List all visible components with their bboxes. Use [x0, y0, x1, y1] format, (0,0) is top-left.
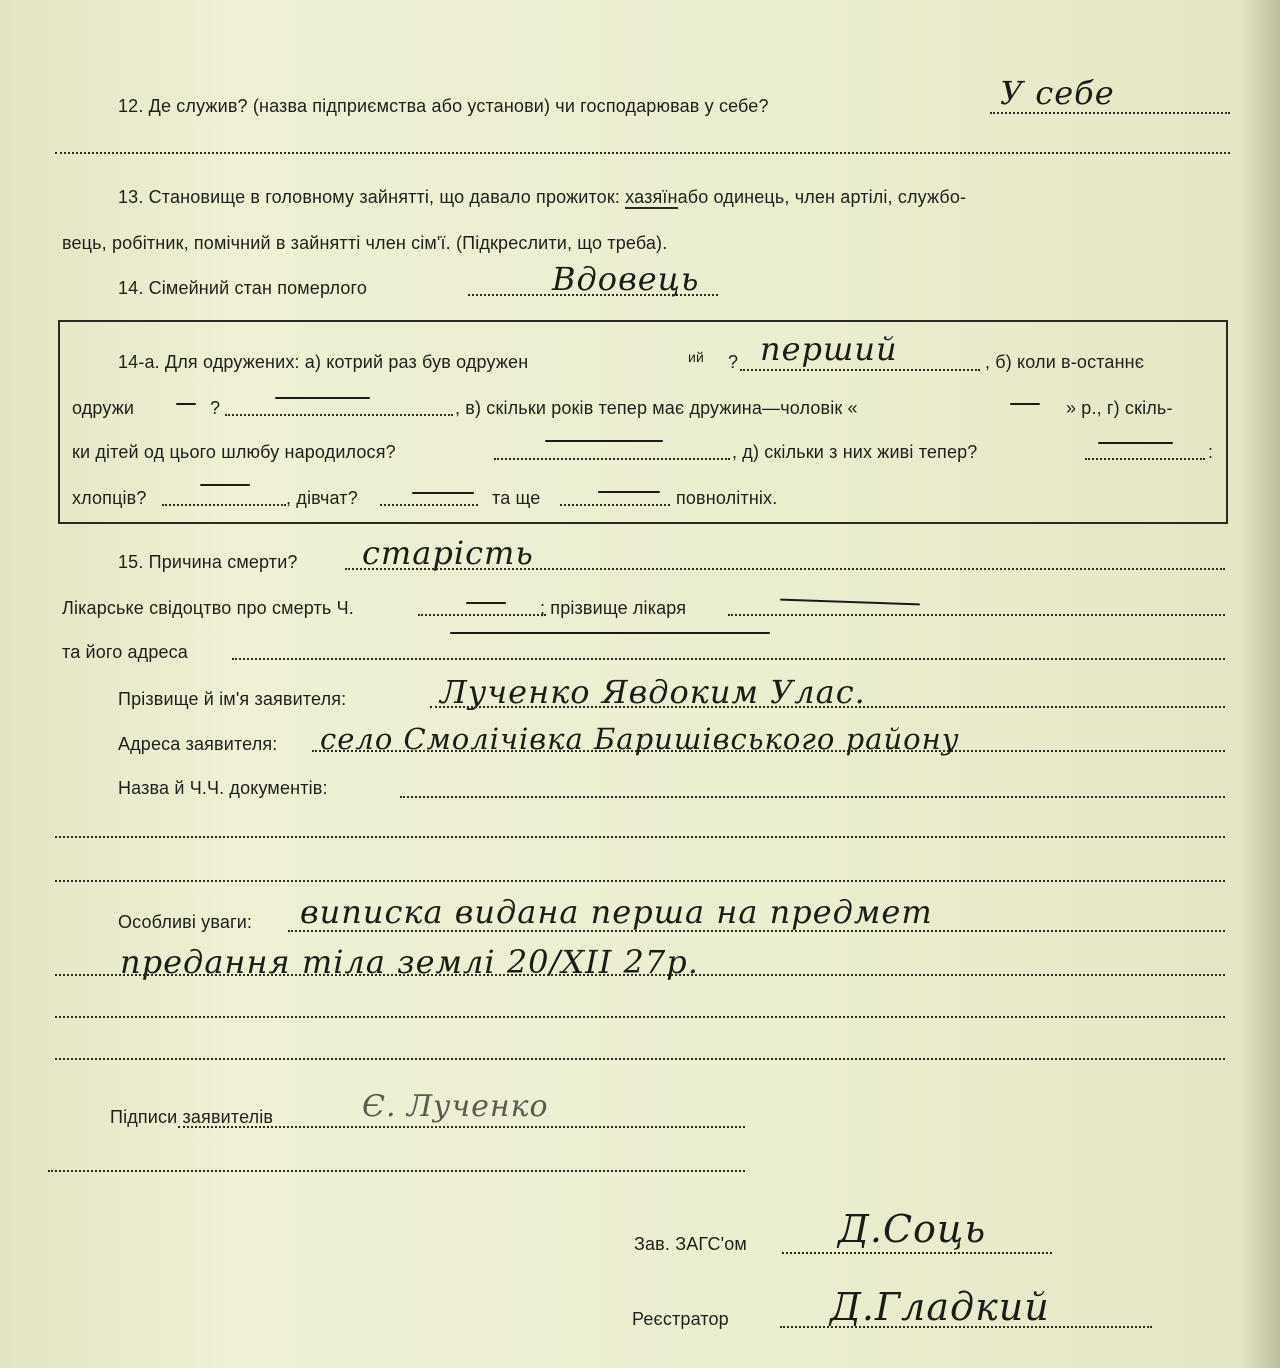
q14a-dotted-b	[225, 414, 453, 416]
q13-underlined-choice: хазяїн	[625, 187, 678, 207]
certificate-dotted-a	[418, 614, 546, 616]
q13-pre: Становище в головному зайнятті, що давало прожиток:	[148, 187, 620, 207]
registrar-label: Реєстратор	[632, 1309, 729, 1329]
q15-dotted-line	[345, 568, 1225, 570]
certificate-address-dotted	[232, 658, 1225, 660]
q14a-line3-a: ки дітей од цього шлюбу народилося?	[72, 442, 396, 462]
applicant-address-dotted	[312, 750, 1225, 752]
q13-number: 13.	[118, 187, 144, 207]
q13-line2: вець, робітник, помічний в зайнятті член сім'ї. (Підкреслити, що треба).	[62, 233, 668, 253]
q14a-dash-5	[1098, 442, 1173, 444]
applicant-docs-dotted	[400, 796, 1225, 798]
certificate-dash-1	[466, 602, 506, 604]
page-edge-shadow	[1240, 0, 1280, 1368]
applicant-signature: Є. Лученко	[362, 1089, 549, 1124]
q14a-dotted-e	[162, 504, 286, 506]
notes-label: Особливі уваги:	[118, 912, 253, 932]
applicants-signature-dotted-2	[48, 1170, 745, 1172]
q14-label: 14. Сімейний стан померлого	[118, 278, 367, 298]
certificate-label-a: Лікарське свідоцтво про смерть Ч.	[62, 598, 354, 618]
q12-dotted-line-2	[55, 152, 1230, 154]
q14a-answer-a: перший	[760, 330, 898, 368]
q13-line1	[118, 186, 966, 208]
q14a-dotted-c	[494, 458, 730, 460]
q14a-line2-c: » р., г) скіль-	[1066, 398, 1173, 418]
head-label: Зав. ЗАГС'ом	[634, 1234, 747, 1254]
q14a-dotted-d	[1085, 458, 1205, 460]
q14a-dash-3	[1010, 403, 1040, 405]
q14a-line1-a: 14-а. Для одружених: а) котрий раз був одружен	[118, 352, 529, 372]
notes-dotted-1	[288, 930, 1225, 932]
applicants-signature-dotted	[178, 1126, 745, 1128]
notes-line1: виписка видана перша на предмет	[300, 893, 933, 931]
applicants-signature-label: Підписи заявителів	[110, 1107, 274, 1127]
q14a-dotted-g	[560, 504, 670, 506]
applicant-address-label: Адреса заявителя:	[118, 734, 278, 754]
q14a-line2-b: , в) скільки років тепер має дружина—чоловік «	[455, 398, 858, 418]
applicant-name-label: Прізвище й ім'я заявителя:	[118, 689, 347, 709]
q14a-dash-2	[275, 397, 370, 399]
q14a-dotted-a	[740, 369, 980, 371]
q12-answer: У себе	[1000, 74, 1115, 112]
q13-post: або одинець, член артілі, службо-	[677, 187, 967, 207]
certificate-dotted-b	[728, 614, 1225, 616]
q14-answer: Вдовець	[552, 260, 700, 298]
certificate-dash-3	[450, 632, 770, 634]
q14a-line4-a: хлопців?	[72, 488, 147, 508]
q14a-line4-c: та ще	[492, 488, 541, 508]
q14a-line2-a: одружи	[72, 398, 135, 418]
q14a-dash-1	[176, 403, 196, 405]
applicant-name-value: Лученко Явдоким Улас.	[440, 673, 866, 711]
form-page: 12. Де служив? (назва підприємства або установи) чи господарював у себе? У себе 13. Становище в головному зайнятті, що давало прожиток: хазяїнабо одинець, член артілі, службо- вець, робітник, помічний в зайнятті член сім'ї. (Підкреслити, що треба). 14. Сімейний стан померлого Вдовець 14-а. Для одружених: а) котрий раз був одружен ий ? перший , б) коли в-останнє одружи ? , в) скільки років тепер має дружина—чоловік « » р., г) скіль- ки дітей од цього шлюбу народилося? , д) скільки з них живі тепер? : хлопців? , дівчат? та ще повнолітніх. 15. Причина смерти? старість Лікарське свідоцтво про смерть Ч. ; прізвище лікаря та його адреса Прізвище й ім'я заявителя: Лученко Явдоким Улас. Адреса заявителя: село Смолічівка Баришівського району Назва й Ч.Ч. документів: Особливі уваги: виписка видана перша на предмет предання тіла землі 20/XII 27р. Підписи заявителів Є. Лученко Зав. ЗАГС'ом Д.Соць Реєстратор Д.Гладкий	[0, 0, 1280, 1368]
applicant-address-value: село Смолічівка Баришівського району	[320, 722, 960, 756]
notes-dotted-3	[55, 1016, 1225, 1018]
applicant-name-dotted	[430, 706, 1225, 708]
q15-answer: старість	[362, 534, 534, 572]
separator-line-1	[55, 880, 1225, 882]
applicant-docs-label: Назва й Ч.Ч. документів:	[118, 778, 328, 798]
q14a-dash-6	[200, 484, 250, 486]
head-signature-dotted	[782, 1252, 1052, 1254]
q14a-line3-b: , д) скільки з них живі тепер?	[732, 442, 978, 462]
q12-dotted-line	[990, 112, 1230, 114]
q12-label: 12. Де служив? (назва підприємства або установи) чи господарював у себе?	[118, 96, 769, 116]
q14a-dash-8	[598, 491, 660, 493]
certificate-address-label: та його адреса	[62, 642, 188, 662]
q14a-line1-b: , б) коли в-останнє	[985, 352, 1145, 372]
applicant-docs-dotted-2	[55, 836, 1225, 838]
registrar-signature: Д.Гладкий	[830, 1285, 1050, 1329]
certificate-label-b: ; прізвище лікаря	[540, 598, 687, 618]
q14a-line4-b: , дівчат?	[286, 488, 358, 508]
certificate-dash-2	[780, 599, 920, 606]
q14a-dotted-f	[380, 504, 478, 506]
head-signature: Д.Соць	[838, 1207, 987, 1251]
q14a-line4-d: повнолітніх.	[676, 488, 778, 508]
q15-label: 15. Причина смерти?	[118, 552, 298, 572]
q14a-dash-4	[545, 440, 663, 442]
q14a-dash-7	[412, 492, 474, 494]
notes-dotted-2	[55, 974, 1225, 976]
q14a-mark: ий	[688, 349, 704, 365]
notes-dotted-4	[55, 1058, 1225, 1060]
notes-line2: предання тіла землі 20/XII 27р.	[120, 943, 699, 981]
